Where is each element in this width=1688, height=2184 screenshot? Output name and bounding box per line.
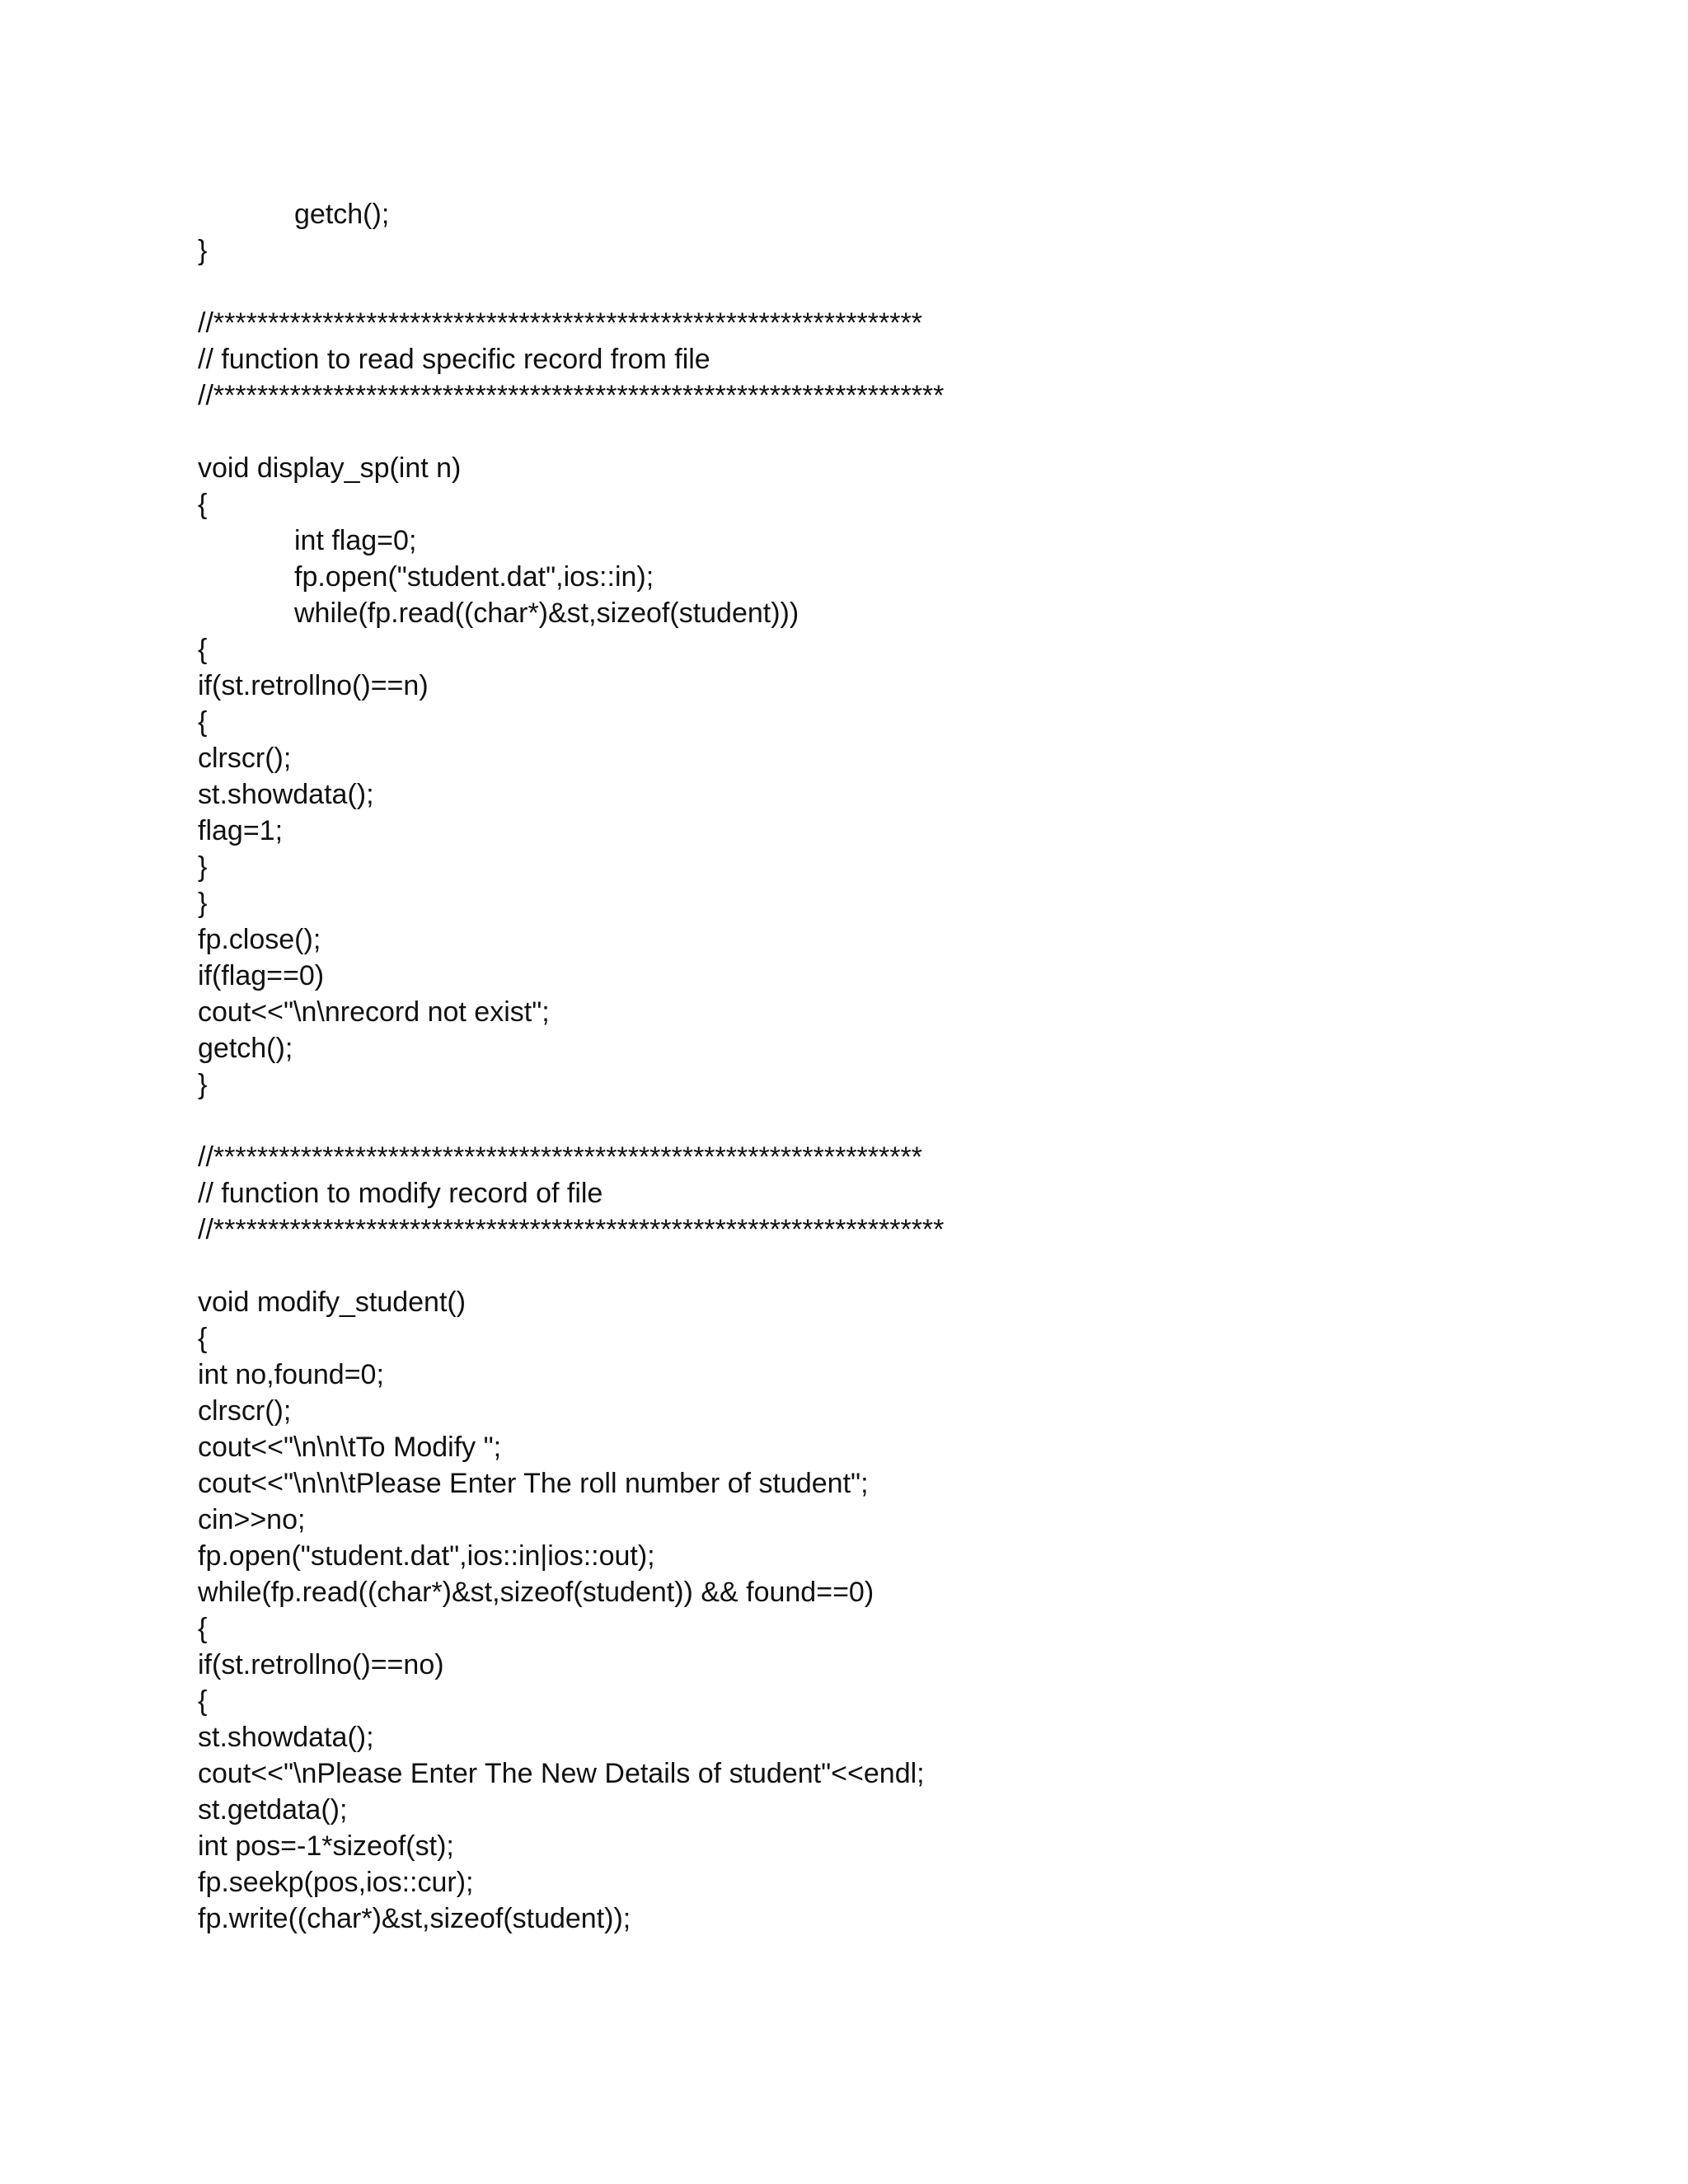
code-line: getch(); [294, 199, 390, 230]
code-line: while(fp.read((char*)&st,sizeof(student)) && found==0) [198, 1577, 874, 1608]
code-line: { [198, 489, 208, 520]
code-line: { [198, 634, 208, 665]
code-line: fp.seekp(pos,ios::cur); [198, 1867, 474, 1898]
comment-line: // function to read specific record from file [198, 344, 710, 375]
code-line: { [198, 1685, 208, 1717]
code-line: fp.open("student.dat",ios::in); [294, 561, 654, 593]
code-line: { [198, 1613, 208, 1644]
code-line: while(fp.read((char*)&st,sizeof(student))) [294, 598, 799, 629]
comment-divider: //***************************************************************** [198, 1141, 922, 1173]
code-line: clrscr(); [198, 1395, 292, 1427]
code-line: st.showdata(); [198, 1722, 374, 1753]
code-line: int pos=-1*sizeof(st); [198, 1830, 454, 1862]
code-line: fp.open("student.dat",ios::in|ios::out); [198, 1540, 655, 1572]
code-line: st.showdata(); [198, 779, 374, 810]
code-line: fp.write((char*)&st,sizeof(student)); [198, 1903, 631, 1934]
comment-divider: //***************************************************************** [198, 307, 922, 339]
function-signature: void display_sp(int n) [198, 452, 462, 484]
code-line: fp.close(); [198, 924, 321, 955]
code-line: if(st.retrollno()==n) [198, 670, 429, 701]
code-line: cout<<"\n\n\tTo Modify "; [198, 1432, 502, 1463]
code-line: cout<<"\n\n\tPlease Enter The roll number of student"; [198, 1468, 869, 1499]
code-line: } [198, 888, 208, 919]
code-line: int flag=0; [294, 525, 417, 556]
code-line: if(flag==0) [198, 960, 325, 991]
comment-divider: //******************************************************************* [198, 1214, 945, 1245]
code-line: { [198, 1323, 208, 1354]
comment-divider: //******************************************************************* [198, 380, 945, 411]
code-line: } [198, 851, 208, 883]
code-line: cin>>no; [198, 1504, 306, 1535]
code-line: flag=1; [198, 815, 284, 846]
code-line: int no,found=0; [198, 1359, 384, 1390]
function-signature: void modify_student() [198, 1286, 467, 1318]
comment-line: // function to modify record of file [198, 1178, 603, 1209]
code-line: { [198, 706, 208, 738]
code-line: clrscr(); [198, 743, 292, 774]
code-line: } [198, 235, 208, 266]
code-line: st.getdata(); [198, 1794, 348, 1825]
code-line: } [198, 1069, 208, 1100]
code-line: cout<<"\n\nrecord not exist"; [198, 996, 550, 1028]
code-line: cout<<"\nPlease Enter The New Details of student"<<endl; [198, 1758, 925, 1789]
code-line: getch(); [198, 1033, 293, 1064]
code-line: if(st.retrollno()==no) [198, 1649, 444, 1680]
